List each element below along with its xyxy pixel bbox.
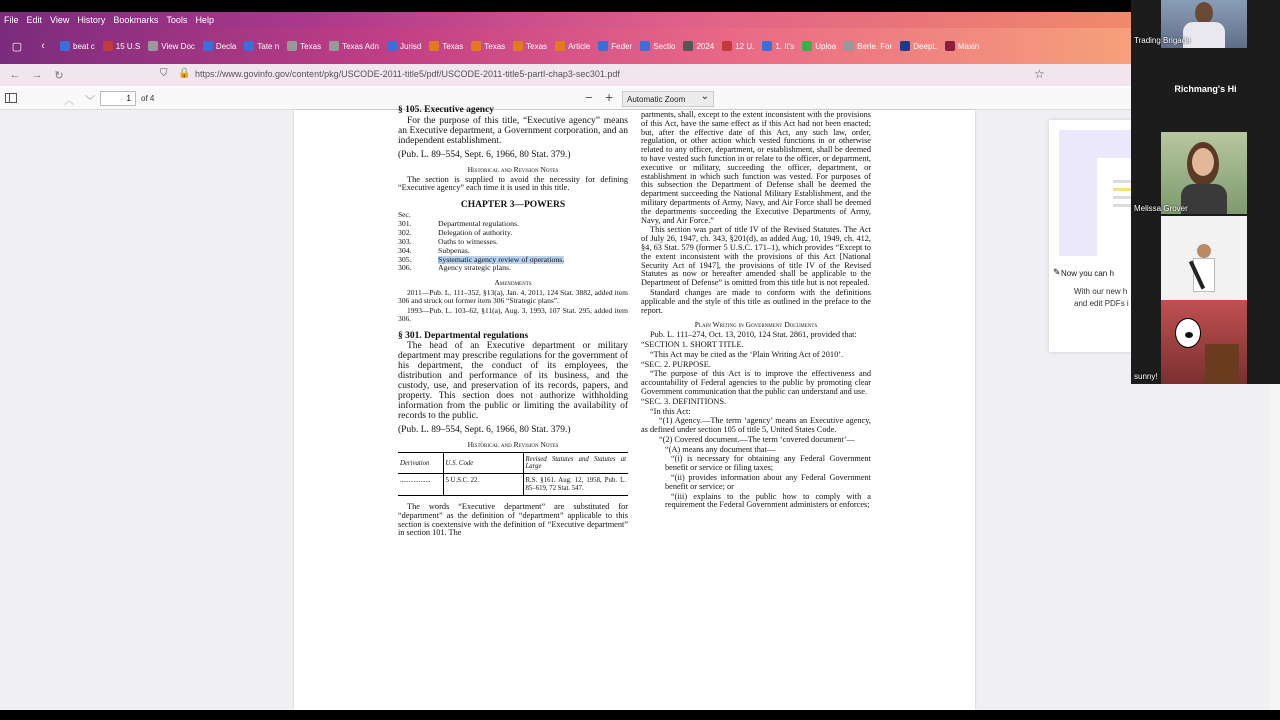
toc-title: Systematic agency review of operations. <box>438 254 565 264</box>
tab-label: 12 U. <box>735 41 755 51</box>
tab-label: Feder <box>611 41 633 51</box>
tab-label: Uploa <box>815 41 837 51</box>
toc-number: 303. <box>398 236 412 246</box>
chapter-heading: CHAPTER 3—POWERS <box>460 200 566 211</box>
url-field[interactable]: https://www.govinfo.gov/content/pkg/USCODE-2011-title5/pdf/USCODE-2011-title5-partI-chap3-sec301.pdf <box>195 69 620 79</box>
pdf-page <box>294 105 975 710</box>
promo-text: With our new h and edit PDFs i <box>1074 287 1129 308</box>
tab-overview-icon[interactable]: ▢ <box>11 40 23 53</box>
amendment-note: 2011—Pub. L. 111–352, §13(a), Jan. 4, 2011, 124 Stat. 3882, added item 306 and struck out former item 306 “Strategic plans”. <box>398 287 628 306</box>
menu-file[interactable]: File <box>4 15 19 25</box>
table-row <box>398 474 628 496</box>
favicon-icon <box>287 41 297 51</box>
tab-scroll-left-icon[interactable]: ‹ <box>41 40 45 52</box>
menu-bar <box>0 12 1131 28</box>
favicon-icon <box>471 41 481 51</box>
browser-tab[interactable] <box>758 34 798 58</box>
tab-label: beat c <box>73 41 95 51</box>
top-strip <box>0 0 1280 12</box>
paragraph: “(A) means any document that— <box>665 444 776 454</box>
paragraph: “This Act may be cited as the ‘Plain Writing Act of 2010’. <box>650 349 844 359</box>
paragraph: partments, shall, except to the extent inconsistent with the provisions of this Act, have the same effect as if this Act had not been enacted; but, after the effective date of this Act, any such law, order, regulation, or other action which vested functions in or otherwise related to any officer, department, or establishment, shall be deemed to have vested such function in or relate to the officer, or department, executive or military, succeeding the officer, department, or establishment in which such function was vested. For purposes of this subsection the Department of Defense shall be deemed the department succeeding the National Military Establishment, and the military departments of Army, Navy, and Air Force shall be deemed the departments succeeding the Executive Departments of Army, Navy, and Air Force.” <box>641 110 871 225</box>
browser-tab[interactable] <box>840 34 896 58</box>
tab-label: Sectio <box>653 41 676 51</box>
favicon-icon <box>555 41 565 51</box>
browser-tab[interactable] <box>718 34 758 58</box>
paragraph: “(2) Covered document.—The term ‘covered document’— <box>659 434 855 444</box>
favicon-icon <box>844 41 854 51</box>
paragraph: This section was part of title IV of the Revised Statutes. The Act of July 26, 1947, ch. 343, §201(d), as added Aug. 10, 1949, ch. 412, §4, 63 Stat. 579 (former 5 U.S.C. 171–1), which provides “Except to the extent inconsistent with the provisions of this Act [National Security Act of 1947], the provisions of title IV of the Revised Statutes as now or hereafter amended shall be applicable to the Department of Defense” is omitted from this title but is not repealed. <box>641 225 871 288</box>
derivation-table <box>398 452 628 496</box>
back-arrow-icon[interactable]: ← <box>9 69 21 81</box>
zoom-select[interactable]: Automatic Zoom ⌄ <box>622 91 714 107</box>
participant-video[interactable] <box>1161 300 1247 384</box>
paragraph: The words “Executive department” are substituted for “department” as the definition of “department” applicable to this section is coextensive with the definition of “Executive department” in section 101. The <box>398 502 628 538</box>
paragraph: The section is supplied to avoid the necessity for defining “Executive agency” each time it is used in this title. <box>398 174 628 193</box>
browser-tab[interactable] <box>240 34 283 58</box>
pdf-toolbar <box>0 88 1280 110</box>
amendment-note: 1993—Pub. L. 103–62, §11(a), Aug. 3, 1993, 107 Stat. 295, added item 306. <box>398 305 628 324</box>
zoom-out-button[interactable]: − <box>585 90 593 105</box>
table-header: U.S. Code <box>443 453 523 474</box>
paragraph: “(i) is necessary for obtaining any Federal Government benefit or service or filing taxes; <box>665 454 871 473</box>
favicon-icon <box>802 41 812 51</box>
menu-edit[interactable]: Edit <box>26 15 43 25</box>
browser-tab[interactable] <box>551 34 594 58</box>
browser-tab[interactable] <box>896 34 941 58</box>
tab-label: Decla <box>215 41 237 51</box>
toc-title: Delegation of authority. <box>438 228 513 238</box>
tab-label: Texas Adn <box>342 41 379 51</box>
tab-label: Article <box>568 41 591 51</box>
toc-number: 305. <box>398 254 412 264</box>
browser-tab[interactable] <box>383 34 425 58</box>
shield-icon[interactable]: ⛉ <box>160 68 168 79</box>
citation: (Pub. L. 89–554, Sept. 6, 1966, 80 Stat. 379.) <box>398 149 571 160</box>
favicon-icon <box>387 41 397 51</box>
browser-tab[interactable] <box>56 34 99 58</box>
tab-label: Berle. For <box>857 41 893 51</box>
tab-label: Jurisd <box>400 41 422 51</box>
menu-tools[interactable]: Tools <box>166 15 188 25</box>
participant-video[interactable] <box>1161 132 1247 214</box>
paragraph: Standard changes are made to conform with the definitions applicable and the style of this title as outlined in the preface to the report. <box>641 287 871 315</box>
citation: (Pub. L. 89–554, Sept. 6, 1966, 80 Stat. 379.) <box>398 425 571 436</box>
favicon-icon <box>762 41 772 51</box>
toc-row <box>398 238 628 247</box>
paragraph: For the purpose of this title, “Executive agency” means an Executive department, a Government corporation, and an independent establishment. <box>398 115 628 146</box>
paragraph: “(ii) provides information about any Federal Government benefit or service; or <box>665 473 871 491</box>
section-title: “SEC. 2. PURPOSE. <box>641 359 711 369</box>
previous-page-icon[interactable]: ︿ <box>64 96 74 107</box>
toc-row <box>398 256 628 265</box>
browser-tab[interactable] <box>636 34 679 58</box>
browser-tab[interactable] <box>509 34 551 58</box>
menu-history[interactable]: History <box>77 15 106 25</box>
paragraph: The head of an Executive department or military department may prescribe regulations for the government of his department, the conduct of its employees, the distribution and performance of its business, and the custody, use, and preservation of its records, papers, and property. This section does not authorize withholding information from the public or limiting the availability of records to the public. <box>398 341 628 422</box>
participant-video[interactable] <box>1161 216 1247 300</box>
right-column <box>641 111 871 511</box>
favicon-icon <box>900 41 910 51</box>
favicon-icon <box>722 41 732 51</box>
participant-name: Melissa Grover <box>1134 204 1188 213</box>
browser-tab[interactable] <box>594 34 636 58</box>
table-cell: R.S. §161. Aug. 12, 1958, Pub. L. 85–619, 72 Stat. 547. <box>523 474 628 496</box>
section-105-header: § 105. Executive agency <box>398 105 495 115</box>
browser-tab[interactable] <box>798 34 840 58</box>
tab-label: 2024 <box>696 41 715 51</box>
tab-label: Tate n <box>257 41 280 51</box>
paragraph: “(1) Agency.—The term ‘agency’ means an Executive agency, as defined under section 105 of title 5, United States Code. <box>641 416 871 435</box>
next-page-icon[interactable]: ﹀ <box>85 96 95 107</box>
favicon-icon <box>203 41 213 51</box>
amendments-heading: Amendments <box>494 278 532 288</box>
historical-notes-heading: Historical and Revision Notes <box>467 164 559 174</box>
participant-name: Richmang's Hi <box>1174 84 1237 94</box>
video-call-panel <box>1131 0 1280 384</box>
favicon-icon <box>429 41 439 51</box>
table-header: Derivation <box>398 453 443 474</box>
toc-row <box>398 264 628 273</box>
toc-number: 301. <box>398 219 412 229</box>
tab-label: 1. It's <box>775 41 795 51</box>
browser-tab[interactable] <box>467 34 509 58</box>
historical-notes-heading: Historical and Revision Notes <box>467 440 559 450</box>
toc-row <box>398 229 628 238</box>
browser-tab[interactable] <box>425 34 467 58</box>
participant-name: sunny! <box>1134 372 1158 381</box>
tab-label: 15 U.S <box>115 41 141 51</box>
favicon-icon <box>598 41 608 51</box>
toc-title: Departmental regulations. <box>438 219 519 229</box>
table-cell: 5 U.S.C. 22. <box>443 474 523 496</box>
table-header: Revised Statutes and Statutes at Large <box>523 453 628 474</box>
promo-title: Now you can h <box>1061 269 1114 278</box>
favicon-icon <box>244 41 254 51</box>
browser-tab[interactable] <box>144 34 199 58</box>
bookmark-star-icon[interactable]: ☆ <box>1034 67 1045 81</box>
left-column <box>398 106 628 539</box>
toc-number: 304. <box>398 245 412 255</box>
lock-icon[interactable]: 🔒 <box>178 68 191 79</box>
favicon-icon <box>683 41 693 51</box>
tab-bar <box>0 28 1131 64</box>
tab-label: Texas <box>300 41 322 51</box>
pencil-icon: ✎ <box>1053 267 1061 277</box>
toc-number: 306. <box>398 263 412 273</box>
table-of-contents <box>398 220 628 273</box>
menu-bookmarks[interactable]: Bookmarks <box>113 15 159 25</box>
tab-label: Maxin <box>957 41 980 51</box>
toc-number: 302. <box>398 228 412 238</box>
favicon-icon <box>513 41 523 51</box>
tab-label: View Doc <box>161 41 195 51</box>
favicon-icon <box>60 41 70 51</box>
toc-title: Subpenas. <box>438 245 470 255</box>
browser-tab[interactable] <box>199 34 240 58</box>
promo-illustration <box>1059 130 1131 256</box>
paragraph: “(iii) explains to the public how to comply with a requirement the Federal Government administers or enforces; <box>665 491 871 510</box>
page-total: of 4 <box>141 94 155 103</box>
paragraph: Pub. L. 111–274, Oct. 13, 2010, 124 Stat. 2861, provided that: <box>650 330 857 340</box>
tab-label: Texas <box>442 41 464 51</box>
tab-label: DeepL <box>913 41 937 51</box>
promo-popup[interactable] <box>1049 120 1131 352</box>
navigation-bar <box>0 64 1131 86</box>
favicon-icon <box>945 41 955 51</box>
browser-tab[interactable] <box>679 34 718 58</box>
reload-icon[interactable]: ↻ <box>54 69 64 82</box>
favicon-icon <box>148 41 158 51</box>
sidebar-toggle-icon[interactable] <box>5 93 17 103</box>
section-title: “SECTION 1. SHORT TITLE. <box>641 339 744 349</box>
sec-label: Sec. <box>398 209 411 219</box>
participant-name: Trading Brigade <box>1134 36 1191 45</box>
favicon-icon <box>329 41 339 51</box>
plain-writing-heading: Plain Writing in Government Documents <box>694 320 818 330</box>
menu-help[interactable]: Help <box>195 15 214 25</box>
browser-tab[interactable] <box>99 34 144 58</box>
tab-label: Texas <box>526 41 548 51</box>
toc-title: Agency strategic plans. <box>438 263 511 273</box>
bottom-strip <box>0 710 1280 720</box>
browser-tab[interactable] <box>325 34 383 58</box>
paragraph: “The purpose of this Act is to improve the effectiveness and accountability of Federal agencies to the public by promoting clear Government communication that the public can understand and use. <box>641 369 871 396</box>
menu-view[interactable]: View <box>50 15 70 25</box>
toc-title: Oaths to witnesses. <box>438 236 498 246</box>
favicon-icon <box>103 41 113 51</box>
paragraph: “In this Act: <box>650 406 691 416</box>
section-301-heading: § 301. Departmental regulations <box>398 330 529 341</box>
favicon-icon <box>640 41 650 51</box>
table-cell: .................. <box>398 474 443 496</box>
forward-arrow-icon[interactable]: → <box>31 69 43 81</box>
section-title: “SEC. 3. DEFINITIONS. <box>641 396 727 406</box>
page-number-input[interactable]: 1 <box>100 91 136 106</box>
toc-row <box>398 220 628 229</box>
tab-label: Texas <box>484 41 506 51</box>
browser-tab[interactable] <box>941 34 983 58</box>
browser-tab[interactable] <box>283 34 325 58</box>
zoom-in-button[interactable]: + <box>605 89 614 105</box>
